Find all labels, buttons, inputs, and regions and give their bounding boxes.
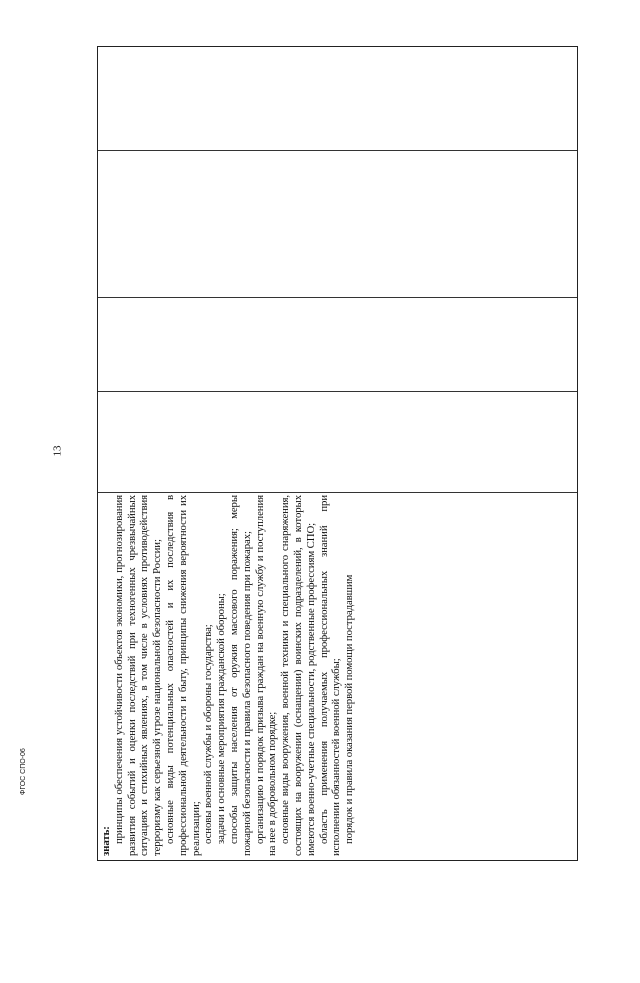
cell-paragraph: принципы обеспечения устойчивости объектов экономики, прогнозирования развития событий и оценки последствий при техногенных чрезвычайных ситуациях и стихийных явлениях, в том числе в условиях противодействия терроризму как серьезной угрозе национальной безопасности России;: [112, 495, 164, 856]
footer-code: ФГОС СПО-06: [20, 748, 27, 795]
cell-paragraph: основные виды вооружения, военной техники и специального снаряжения, состоящих на вооружении (оснащении) воинских подразделений, в которых имеются военно-учетные специальности, родственные профессиям СПО;: [279, 495, 317, 856]
cell-title: знать:: [100, 826, 112, 856]
table-row-divider: [98, 391, 577, 392]
table-row-divider: [98, 297, 577, 298]
cell-paragraph: способы защиты населения от оружия массового поражения; меры пожарной безопасности и правила безопасного поведения при пожарах;: [227, 495, 253, 856]
cell-paragraph: область применения получаемых профессиональных знаний при исполнении обязанностей военной службы;: [317, 495, 343, 856]
table-row-divider: [98, 150, 577, 151]
cell-paragraph: организацию и порядок призыва граждан на военную службу и поступления на нее в добровольном порядке;: [253, 495, 279, 856]
knowledge-cell: [98, 492, 466, 983]
cell-paragraph: основы военной службы и обороны государства;: [202, 624, 215, 844]
cell-paragraph: задачи и основные мероприятия гражданской обороны;: [215, 593, 228, 844]
cell-paragraph: основные виды потенциальных опасностей и их последствия в профессиональной деятельности и быту, принципы снижения вероятности их реализации;: [163, 495, 202, 856]
cell-content: [98, 492, 466, 860]
cell-paragraph: порядок и правила оказания первой помощи пострадавшим: [343, 574, 356, 844]
rotated-cell-text: [98, 492, 466, 860]
page-number: 13: [51, 445, 64, 457]
